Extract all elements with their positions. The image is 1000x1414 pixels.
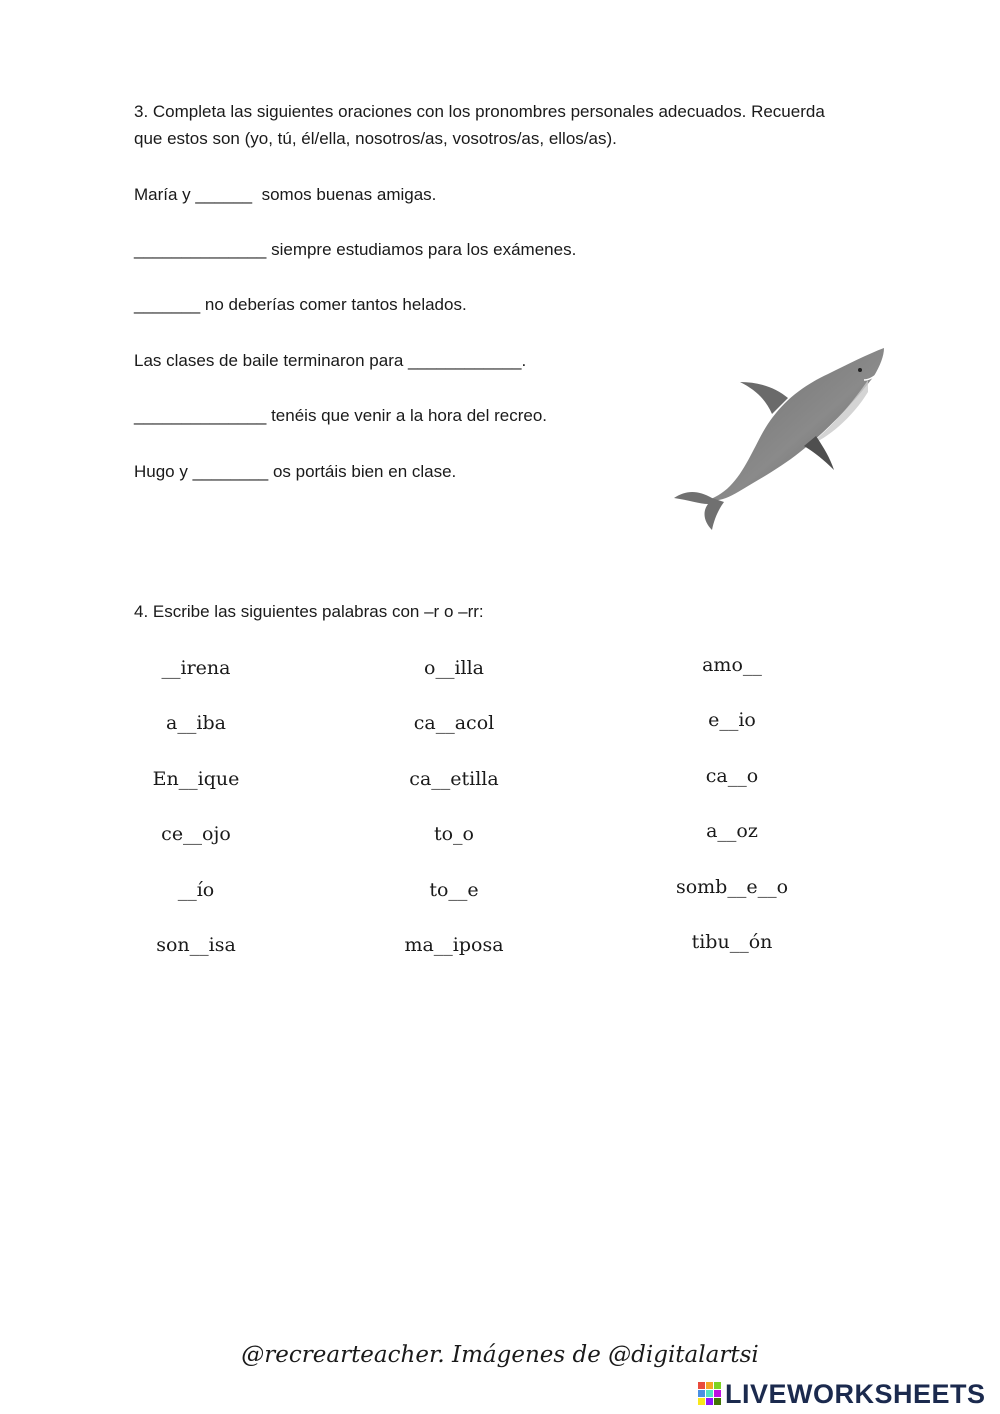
word-col2-3: ca__etilla — [409, 768, 499, 790]
word-col2-4: to_o — [433, 823, 474, 845]
word-col1-4: ce__ojo — [161, 823, 231, 845]
word-col2-1: o__illa — [424, 657, 484, 679]
brand-name: LIVEWORKSHEETS — [725, 1378, 986, 1409]
sentence-6: Hugo y ________ os portáis bien en clase. — [134, 462, 457, 481]
exercise4-instruction: 4. Escribe las siguientes palabras con –r o –rr: — [134, 602, 484, 621]
word-col2-2: ca__acol — [413, 712, 495, 734]
word-col2-6: ma__iposa — [404, 934, 504, 956]
word-col1-2: a__iba — [166, 712, 226, 734]
sentence-5: ______________ tenéis que venir a la hora del recreo. — [134, 406, 548, 425]
sentence-4: Las clases de baile terminaron para ____________. — [134, 351, 527, 370]
sentence-3: _______ no deberías comer tantos helados. — [134, 295, 467, 314]
liveworksheets-brand[interactable] — [698, 1380, 986, 1408]
word-col3-5: somb__e__o — [675, 876, 789, 898]
word-col3-1: amo__ — [702, 654, 762, 676]
word-col3-2: e__io — [708, 709, 756, 731]
word-col1-6: son__isa — [156, 934, 236, 956]
word-col3-6: tibu__ón — [691, 931, 773, 953]
exercise3-instruction-line1: 3. Completa las siguientes oraciones con los pronombres personales adecuados. Recuerda — [134, 102, 825, 121]
word-col2-5: to__e — [429, 879, 479, 901]
shark-illustration — [668, 340, 898, 540]
sentence-1: María y ______ somos buenas amigas. — [134, 185, 437, 204]
footer-credit: @recrearteacher. Imágenes de @digitalartsi — [241, 1342, 759, 1368]
word-col1-5: __ío — [177, 879, 215, 901]
exercise3-instruction-line2: que estos son (yo, tú, él/ella, nosotros/as, vosotros/as, ellos/as). — [134, 129, 617, 148]
word-col3-4: a__oz — [706, 820, 758, 842]
liveworksheets-logo-icon — [698, 1382, 722, 1406]
word-col1-3: En__ique — [152, 768, 240, 790]
word-col3-3: ca__o — [705, 765, 759, 787]
sentence-2: ______________ siempre estudiamos para los exámenes. — [134, 240, 577, 259]
word-col1-1: __irena — [161, 657, 231, 679]
